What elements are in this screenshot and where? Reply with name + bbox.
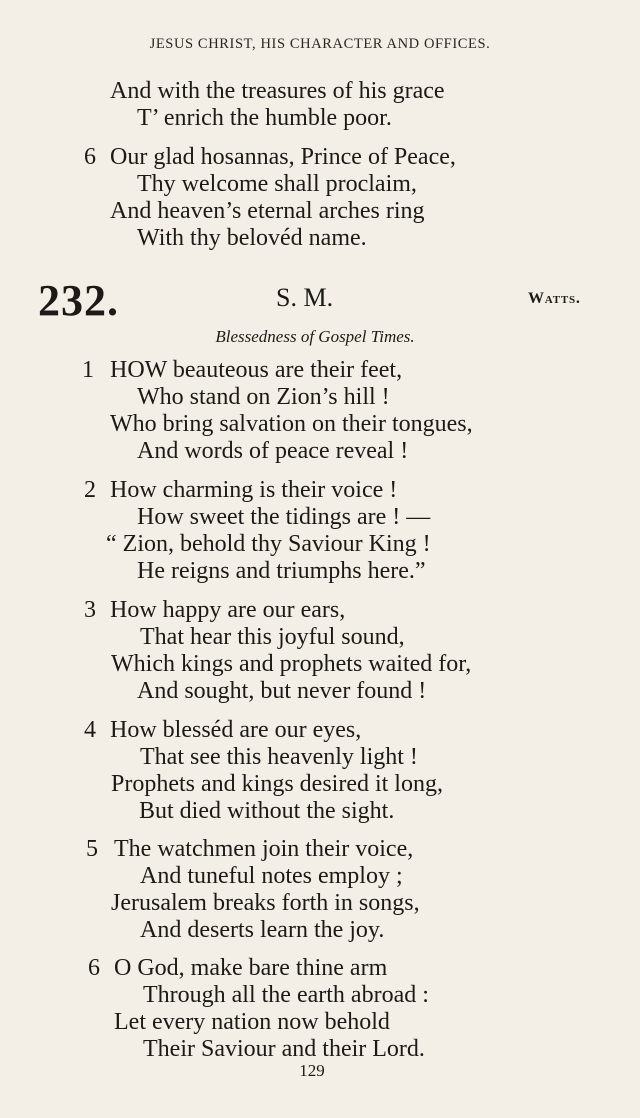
- verse-line: Let every nation now behold: [114, 1009, 390, 1035]
- hymn-title: Blessedness of Gospel Times.: [215, 327, 415, 346]
- verse-line: O God, make bare thine arm: [114, 955, 388, 981]
- verse-line: And heaven’s eternal arches ring: [110, 198, 425, 224]
- verse-line: Their Saviour and their Lord.: [143, 1036, 425, 1062]
- verse-line: With thy belovéd name.: [137, 225, 367, 251]
- verse-line: How happy are our ears,: [110, 597, 346, 623]
- verse-line: “ Zion, behold thy Saviour King !: [106, 531, 431, 557]
- verse-line: And with the treasures of his grace: [110, 78, 445, 104]
- hymn-meter: S. M.: [276, 283, 334, 312]
- hymn-author: Watts.: [528, 290, 581, 307]
- verse-number: 6: [84, 144, 96, 170]
- verse-number: 5: [86, 836, 98, 862]
- verse-line: How charming is their voice !: [110, 477, 398, 503]
- page-number: 129: [299, 1061, 325, 1080]
- verse-line: The watchmen join their voice,: [114, 836, 414, 862]
- verse-number: 4: [84, 717, 96, 743]
- verse-line: HOW beauteous are their feet,: [110, 357, 403, 383]
- verse-line: Jerusalem breaks forth in songs,: [111, 890, 420, 916]
- verse-line: That see this heavenly light !: [140, 744, 418, 770]
- verse-line: Which kings and prophets waited for,: [111, 651, 472, 677]
- hymn-number: 232.: [38, 276, 119, 325]
- verse-line: Our glad hosannas, Prince of Peace,: [110, 144, 456, 170]
- verse-line: Prophets and kings desired it long,: [111, 771, 443, 797]
- verse-number: 3: [84, 597, 96, 623]
- verse-line: Who stand on Zion’s hill !: [137, 384, 390, 410]
- verse-line: But died without the sight.: [139, 798, 395, 824]
- verse-line: And deserts learn the joy.: [140, 917, 385, 943]
- verse-line: T’ enrich the humble poor.: [137, 105, 392, 131]
- verse-number: 1: [82, 357, 94, 383]
- verse-number: 6: [88, 955, 100, 981]
- verse-line: How sweet the tidings are ! —: [137, 504, 431, 530]
- verse-line: He reigns and triumphs here.”: [137, 558, 426, 584]
- verse-line: That hear this joyful sound,: [140, 624, 405, 650]
- verse-line: How blesséd are our eyes,: [110, 717, 362, 743]
- verse-line: And tuneful notes employ ;: [140, 863, 403, 889]
- verse-number: 2: [84, 477, 96, 503]
- verse-line: Who bring salvation on their tongues,: [110, 411, 473, 437]
- verse-line: And words of peace reveal !: [137, 438, 409, 464]
- running-head: JESUS CHRIST, HIS CHARACTER AND OFFICES.: [149, 36, 491, 52]
- verse-line: Thy welcome shall proclaim,: [137, 171, 417, 197]
- verse-line: Through all the earth abroad :: [143, 982, 429, 1008]
- verse-line: And sought, but never found !: [137, 678, 427, 704]
